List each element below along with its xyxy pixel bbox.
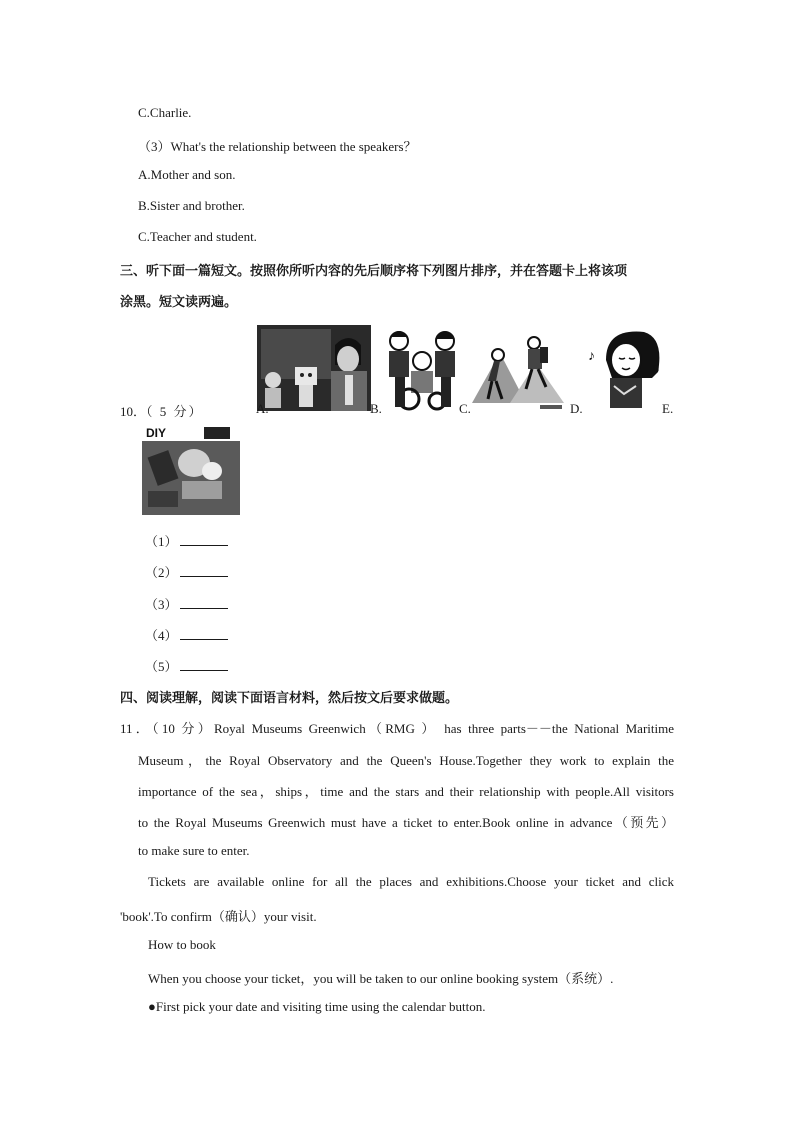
answer-label-2: （2） <box>145 565 178 580</box>
q11-line-7: 'book'.To confirm（确认）your visit. <box>120 909 317 924</box>
classroom-robot-image <box>257 325 371 411</box>
answer-label-5: （5） <box>145 659 178 674</box>
q11-line-8: How to book <box>148 937 216 952</box>
answer-blank-3[interactable] <box>180 597 228 609</box>
q11-line-5: to make sure to enter. <box>138 843 250 858</box>
answer-line-4 <box>145 625 228 644</box>
q10-number-text: 10 <box>120 404 133 419</box>
answer-label-1: （1） <box>145 534 178 549</box>
q11-line-6: Tickets are available online for all the places and exhibitions.Choose your ticket and click <box>148 874 674 889</box>
label-b: B. <box>370 401 382 416</box>
q10-score: （ 5 分） <box>146 404 204 419</box>
q9-sub3-option-a: A.Mother and son. <box>138 167 236 182</box>
q9-sub3-option-c: C.Teacher and student. <box>138 229 257 244</box>
picture-e <box>142 423 240 519</box>
picture-c <box>470 333 566 417</box>
q10-dot: ． <box>133 404 147 419</box>
q9-option-c: C.Charlie. <box>138 105 192 120</box>
family-wheelchair-image <box>385 327 460 411</box>
q10-number <box>120 401 204 420</box>
picture-d <box>586 326 664 414</box>
q11-line-4: to the Royal Museums Greenwich must have a ticket to enter.Book online in advance（预先） <box>138 815 674 830</box>
diy-crafts-image <box>142 423 240 515</box>
diy-label: DIY <box>146 426 167 440</box>
answer-line-1 <box>145 531 228 550</box>
q11-line-10: ●First pick your date and visiting time using the calendar button. <box>148 999 486 1014</box>
music-note-right: ♫ <box>650 361 661 376</box>
label-c: C. <box>459 401 471 416</box>
answer-line-5 <box>145 656 228 675</box>
picture-b <box>385 327 460 415</box>
label-a <box>256 401 269 417</box>
answer-line-3 <box>145 594 228 613</box>
label-d: D. <box>570 401 583 416</box>
answer-line-2 <box>145 562 228 581</box>
answer-blank-5[interactable] <box>180 659 228 671</box>
answer-blank-1[interactable] <box>180 534 228 546</box>
q11-line-1: 11．（10 分）Royal Museums Greenwich（RMG ） has three parts－－the National Maritime <box>120 721 674 736</box>
answer-label-3: （3） <box>145 597 178 612</box>
q9-sub3-question: （3）What's the relationship between the speakers？ <box>138 139 417 154</box>
hikers-image <box>470 333 566 413</box>
section3-heading-line2: 涂黑。短文读两遍。 <box>120 295 238 310</box>
answer-blank-2[interactable] <box>180 565 228 577</box>
q11-line-9: When you choose your ticket，you will be taken to our online booking system（系统）. <box>148 971 614 986</box>
section3-heading-line1: 三、听下面一篇短文。按照你所听内容的先后顺序将下列图片排序，并在答题卡上将该项 <box>120 264 628 279</box>
picture-a <box>257 325 371 415</box>
q9-sub3-option-b: B.Sister and brother. <box>138 198 245 213</box>
section4-heading: 四、阅读理解，阅读下面语言材料，然后按文后要求做题。 <box>120 691 459 706</box>
label-e: E. <box>662 401 674 416</box>
answer-blank-4[interactable] <box>180 628 228 640</box>
label-a-text: A. <box>256 401 269 416</box>
girl-music-image <box>586 326 664 410</box>
q11-line-2: Museum，the Royal Observatory and the Queen's House.Together they work to explain the <box>138 753 674 768</box>
answer-label-4: （4） <box>145 628 178 643</box>
music-note-left: ♪ <box>588 349 595 364</box>
q11-line-3: importance of the sea，ships，time and the stars and their relationship with people.All visitors <box>138 784 674 799</box>
